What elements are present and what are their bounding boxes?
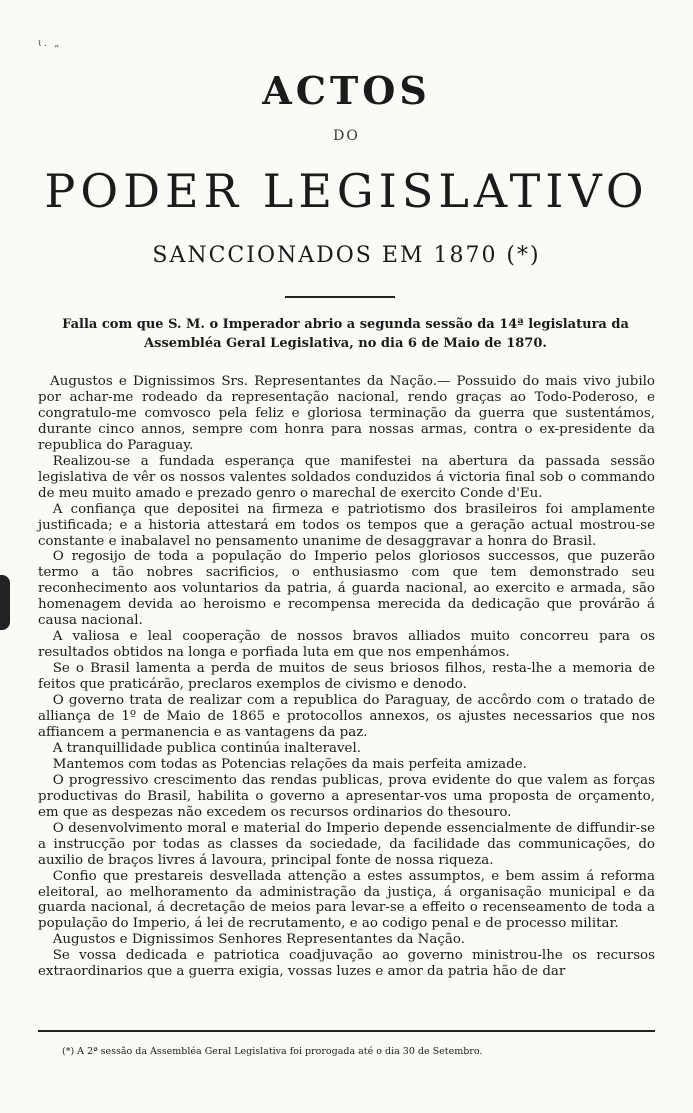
corner-mark: ɩ. „ [38,38,62,49]
paragraph: Realizou-se a fundada esperança que manifestei na abertura da passada sessão legislativa de vêr os nossos valentes soldados conduzidos á victoria final sob o commando de meu muito amado e prezado genro o marechal de exercito Conde d'Eu. [38,453,655,501]
ink-blot-decoration [0,575,10,630]
footnote-divider [38,1030,655,1032]
paragraph: O regosijo de toda a população do Imperio pelos gloriosos successos, que puzerão termo a tão nobres sacrificios, o enthusiasmo com que tem demonstrado seu reconhecimento aos voluntarios da patria, á guarda nacional, ao exercito e armada, são homenagem devida ao heroismo e recompensa merecida da dedicação que provárão á causa nacional. [38,549,655,629]
paragraph: Mantemos com todas as Potencias relações da mais perfeita amizade. [52,756,527,772]
title-poder-legislativo: PODER LEGISLATIVO [44,164,649,218]
title-do: DO [333,128,360,144]
paragraph: O governo trata de realizar com a republica do Paraguay, de accôrdo com o tratado de alliança de 1º de Maio de 1865 e protocollos annexos, os ajustes necessarios que nos affiancem a permanencia e as vantagens da paz. [38,693,655,740]
paragraph: O progressivo crescimento das rendas publicas, prova evidente do que valem as forças productivas do Brasil, habilita o governo a apresentar-vos uma proposta de orçamento, em que as despezas não excedem os recursos ordinarios do thesouro. [38,772,655,820]
paragraph: Confio que prestareis desvellada attenção a estes assumptos, e bem assim á reforma eleitoral, ao melhoramento da administração da justiça, á organisação municipal e da guarda nacional, á decretação de meios para levar-se a effeito o recenseamento de toda a população do Imperio, á lei de recrutamento, e ao codigo penal e de processo militar. [38,868,655,932]
title-divider [285,296,395,298]
paragraph: A confiança que depositei na firmeza e patriotismo dos brasileiros foi amplamente justificada; e a historia attestará em todos os tempos que a geração actual mostrou-se constante e inabalavel no pensamento unanime de desaggravar a honra do Brasil. [38,501,655,549]
speech-heading: Falla com que S. M. o Imperador abrio a segunda sessão da 14ª legislatura da Assembléa Geral Legislativa, no dia 6 de Maio de 1870. [62,317,629,351]
paragraph: Se vossa dedicada e patriotica coadjuvação ao governo ministrou-lhe os recursos extraordinarios que a guerra exigia, vossas luzes e amor da patria hão de dar [38,948,655,980]
paragraph: O desenvolvimento moral e material do Imperio depende essencialmente de diffundir-se a instrucção por todas as classes da sociedade, da facilidade das communicações, do auxilio de braços livres á lavoura, principal fonte de nossa riqueza. [38,820,655,868]
paragraph: Augustos e Dignissimos Senhores Representantes da Nação. [52,932,465,948]
body-text [38,374,655,980]
paragraph: Se o Brasil lamenta a perda de muitos de seus briosos filhos, resta-lhe a memoria de feitos que praticárão, preclaros exemplos de civismo e denodo. [38,661,655,693]
paragraph: Augustos e Dignissimos Srs. Representantes da Nação.— Possuido do mais vivo jubilo por achar-me rodeado da representação nacional, rendo graças ao Todo-Poderoso, e congratulo-me comvosco pela feliz e gloriosa terminação da guerra que sustentámos, durante cinco annos, sempre com honra para nossas armas, contra o ex-presidente da republica do Paraguay. [38,374,655,453]
title-actos: ACTOS [262,68,431,113]
footnote: (*) A 2ª sessão da Assembléa Geral Legislativa foi prorogada até o dia 30 de Setembro. [62,1046,483,1057]
paragraph: A tranquillidade publica continúa inalteravel. [52,740,361,756]
paragraph: A valiosa e leal cooperação de nossos bravos alliados muito concorreu para os resultados obtidos na longa e porfiada luta em que nos empenhámos. [38,629,655,661]
subtitle-sanccionados: SANCCIONADOS EM 1870 (*) [152,243,541,268]
